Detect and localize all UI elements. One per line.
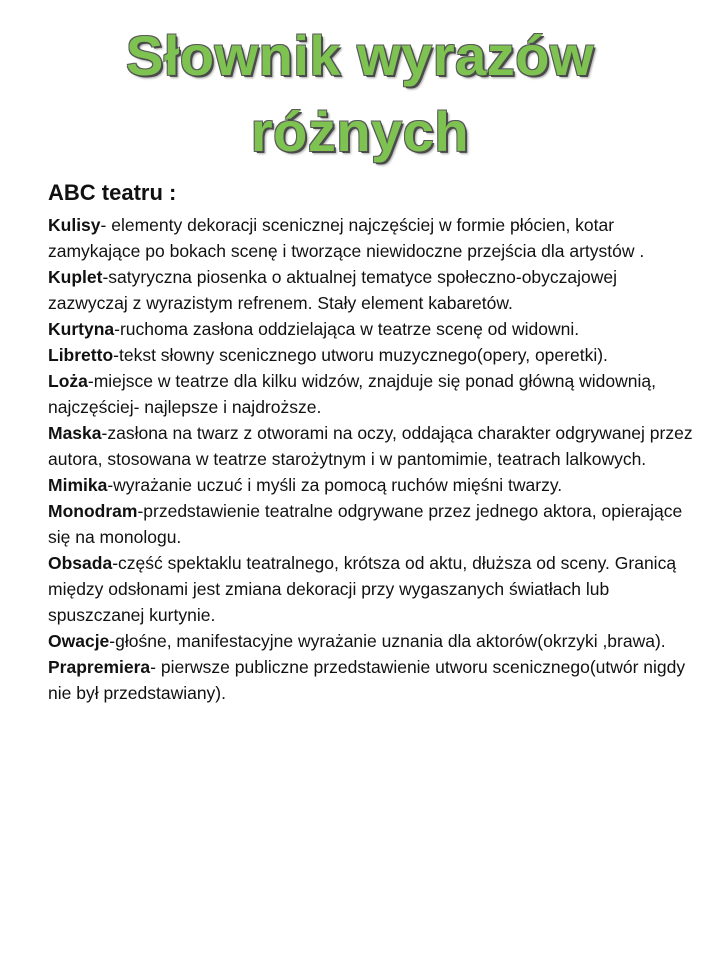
entry-definition: -zasłona na twarz z otworami na oczy, oddająca charakter odgrywanej przez autora, stosowana w teatrze starożytnym i w pantomimie, teatrach lalkowych. [48, 423, 693, 469]
entry-definition: - pierwsze publiczne przedstawienie utworu scenicznego(utwór nigdy nie był przedstawiany). [48, 657, 686, 703]
title-line-1: Słownik wyrazów [125, 24, 595, 87]
glossary-entry [48, 342, 698, 368]
entry-term: Monodram [48, 501, 138, 521]
page-title [0, 18, 720, 170]
entry-term: Prapremiera [48, 657, 151, 677]
entry-term: Libretto [48, 345, 114, 365]
entry-term: Owacje [48, 631, 110, 651]
glossary-entry [48, 420, 698, 472]
entry-definition: - elementy dekoracji scenicznej najczęściej w formie płócien, kotar zamykające po bokach scenę i tworzące niewidoczne przejścia dla artystów . [48, 215, 645, 261]
glossary-entry [48, 264, 698, 316]
section-subtitle: ABC teatru : [48, 180, 177, 205]
entry-definition: -wyrażanie uczuć i myśli za pomocą ruchów mięśni twarzy. [107, 475, 563, 495]
glossary-entry [48, 654, 698, 706]
entry-definition: -satyryczna piosenka o aktualnej tematyce społeczno-obyczajowej zazwyczaj z wyrazistym refrenem. Stały element kabaretów. [48, 267, 618, 313]
entry-term: Maska [48, 423, 102, 443]
glossary-entry [48, 368, 698, 420]
entry-definition: -ruchoma zasłona oddzielająca w teatrze scenę od widowni. [114, 319, 580, 339]
glossary-entry [48, 212, 698, 264]
entry-term: Kulisy [48, 215, 101, 235]
glossary-content [48, 176, 698, 706]
entry-definition: -tekst słowny scenicznego utworu muzycznego(opery, operetki). [113, 345, 608, 365]
glossary-entry [48, 472, 698, 498]
title-line-2: różnych [250, 100, 470, 163]
entry-term: Kuplet [48, 267, 103, 287]
entry-definition: -miejsce w teatrze dla kilku widzów, znajduje się ponad główną widownią, najczęściej- najlepsze i najdroższe. [48, 371, 656, 417]
entry-definition: -przedstawienie teatralne odgrywane przez jednego aktora, opierające się na monologu. [48, 501, 683, 547]
entry-term: Kurtyna [48, 319, 115, 339]
entry-term: Loża [48, 371, 88, 391]
glossary-entry [48, 550, 698, 628]
glossary-entry [48, 498, 698, 550]
entry-term: Obsada [48, 553, 113, 573]
glossary-entry [48, 316, 698, 342]
glossary-entry [48, 628, 698, 654]
entry-definition: -głośne, manifestacyjne wyrażanie uznania dla aktorów(okrzyki ,brawa). [109, 631, 666, 651]
entry-term: Mimika [48, 475, 108, 495]
entry-definition: -część spektaklu teatralnego, krótsza od aktu, dłuższa od sceny. Granicą między odsłonami jest zmiana dekoracji przy wygaszanych światłach lub spuszczanej kurtynie. [48, 553, 677, 625]
